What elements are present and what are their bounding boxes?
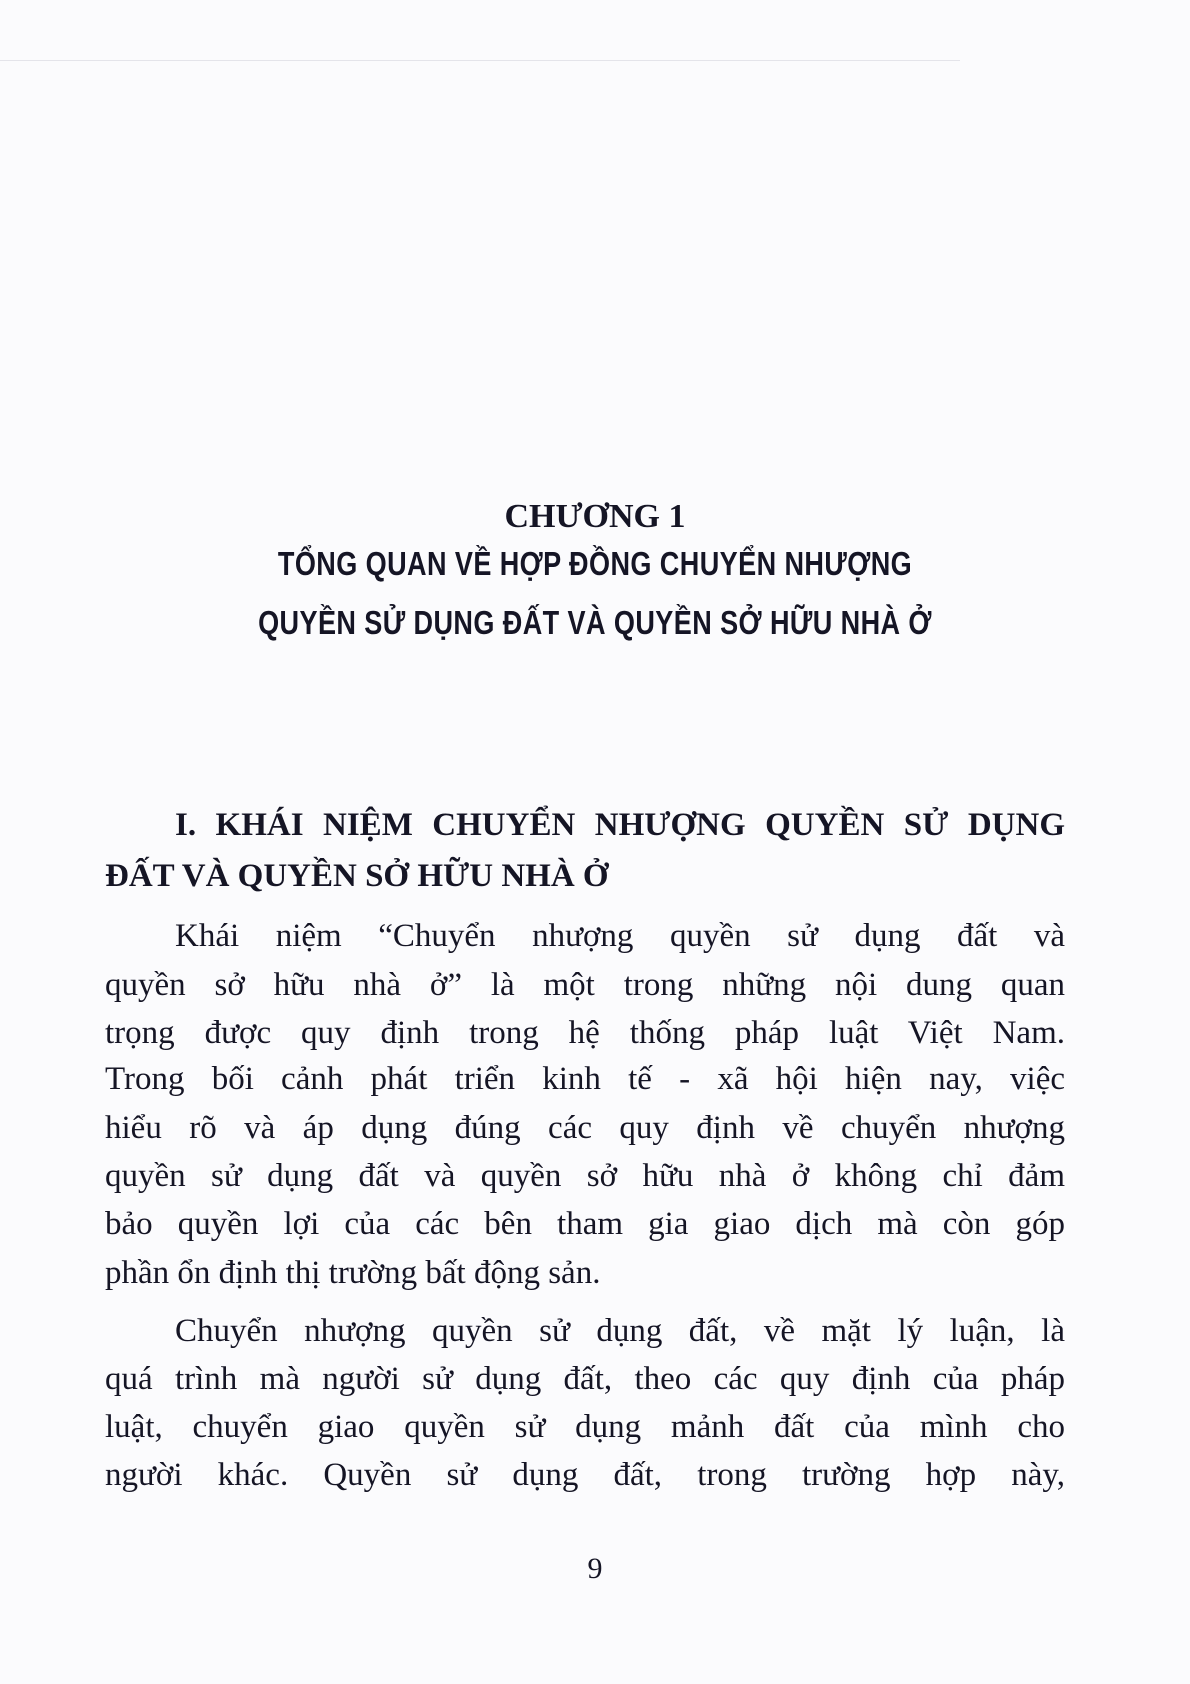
chapter-label: CHƯƠNG 1 [504,498,686,535]
text-line: luật, chuyển giao quyền sử dụng mảnh đất của mình cho [105,1409,1065,1445]
page-number: 9 [587,1552,603,1585]
text-line: quyền sử dụng đất và quyền sở hữu nhà ở không chỉ đảm [105,1158,1065,1194]
scan-edge [0,60,960,61]
section-heading-line-1: I. KHÁI NIỆM CHUYỂN NHƯỢNG QUYỀN SỬ DỤNG [175,807,1065,843]
text-line: trọng được quy định trong hệ thống pháp luật Việt Nam. [105,1015,1065,1051]
text-line: bảo quyền lợi của các bên tham gia giao dịch mà còn góp [105,1206,1065,1242]
chapter-title-line-1: TỔNG QUAN VỀ HỢP ĐỒNG CHUYỂN NHƯỢNG [277,545,913,582]
text-line: Khái niệm “Chuyển nhượng quyền sử dụng đất và [175,918,1065,954]
section-heading-line-2: ĐẤT VÀ QUYỀN SỞ HỮU NHÀ Ở [105,858,609,894]
text-line: hiểu rõ và áp dụng đúng các quy định về chuyển nhượng [105,1110,1065,1146]
chapter-title-line-2: QUYỀN SỬ DỤNG ĐẤT VÀ QUYỀN SỞ HỮU NHÀ Ở [258,604,932,641]
text-line: phần ổn định thị trường bất động sản. [105,1255,601,1291]
text-line: quyền sở hữu nhà ở” là một trong những nội dung quan [105,967,1065,1003]
text-line: Chuyển nhượng quyền sử dụng đất, về mặt lý luận, là [175,1313,1065,1349]
text-line: Trong bối cảnh phát triển kinh tế - xã hội hiện nay, việc [105,1061,1065,1097]
text-line: quá trình mà người sử dụng đất, theo các quy định của pháp [105,1361,1065,1397]
text-line: người khác. Quyền sử dụng đất, trong trường hợp này, [105,1457,1065,1493]
